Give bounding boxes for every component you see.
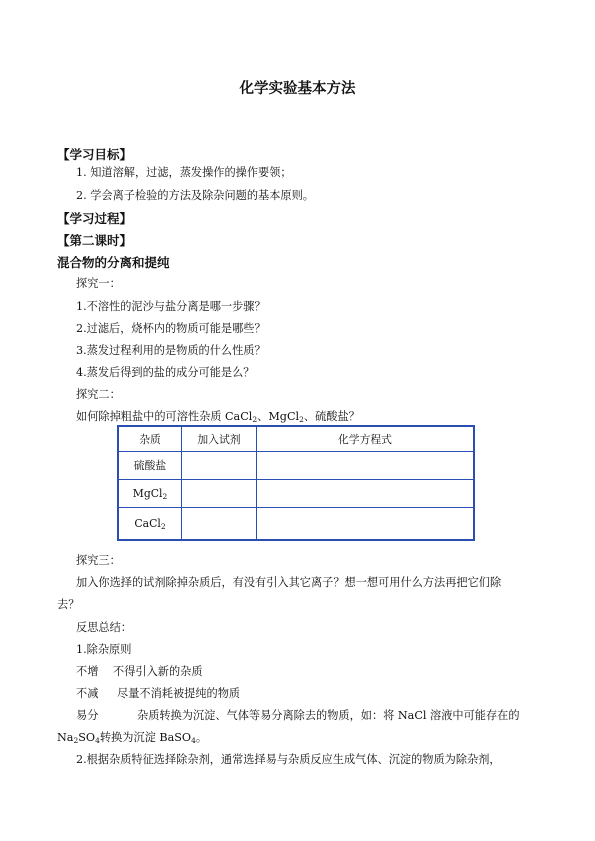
rule-3-line-2: $Na_2SO_4$转换为沉淀 BaSO$_4$。 xyxy=(57,731,208,745)
header-impurity: 杂质 xyxy=(118,426,182,452)
inquiry-1-question-4: 4.蒸发后得到的盐的成分可能是么？ xyxy=(76,366,255,379)
cell-equation-empty[interactable] xyxy=(257,452,475,480)
objective-item-2: 2. 学会离子检验的方法及除杂问题的基本原则。 xyxy=(76,189,314,202)
cell-sulfate: 硫酸盐 xyxy=(118,452,182,480)
cell-cacl2: CaCl$_2$ xyxy=(118,508,182,541)
header-reagent: 加入试剂 xyxy=(182,426,257,452)
table-row xyxy=(118,452,474,480)
cell-reagent-empty[interactable] xyxy=(182,480,257,508)
cell-reagent-empty[interactable] xyxy=(182,452,257,480)
objective-item-1: 1. 知道溶解，过滤，蒸发操作的操作要领； xyxy=(76,166,292,179)
principle-title: 1.除杂原则 xyxy=(76,643,132,656)
rule-2-term: 不减 xyxy=(76,687,99,700)
rule-1-term: 不增 xyxy=(76,665,99,678)
rule-3-desc: 杂质转换为沉淀、气体等易分离除去的物质，如：将 NaCl 溶液中可能存在的 xyxy=(137,709,520,722)
objectives-heading: 【学习目标】 xyxy=(57,147,133,162)
inquiry-2-question: 如何除掉粗盐中的可溶性杂质 CaCl$_2$、MgCl$_2$、硫酸盐？ xyxy=(76,410,360,424)
process-heading: 【学习过程】 xyxy=(57,211,133,226)
table-header-row xyxy=(118,426,474,452)
inquiry-3-line-1: 加入你选择的试剂除掉杂质后，有没有引入其它离子？想一想可用什么方法再把它们除 xyxy=(76,576,502,589)
inquiry-1-label: 探究一： xyxy=(76,277,121,290)
cell-equation-empty[interactable] xyxy=(257,480,475,508)
header-equation: 化学方程式 xyxy=(257,426,475,452)
cell-equation-empty[interactable] xyxy=(257,508,475,541)
rule-2-desc: 尽量不消耗被提纯的物质 xyxy=(117,687,241,700)
inquiry-2-label: 探究二： xyxy=(76,388,121,401)
cell-reagent-empty[interactable] xyxy=(182,508,257,541)
page-title: 化学实验基本方法 xyxy=(239,81,356,97)
cell-mgcl2: MgCl$_2$ xyxy=(118,480,182,508)
table-row xyxy=(118,508,474,541)
section-title: 混合物的分离和提纯 xyxy=(57,255,170,270)
inquiry-1-question-2: 2.过滤后，烧杯内的物质可能是哪些？ xyxy=(76,322,266,335)
reflection-point-2: 2.根据杂质特征选择除杂剂，通常选择易与杂质反应生成气体、沉淀的物质为除杂剂， xyxy=(76,753,501,766)
impurity-table xyxy=(117,425,475,541)
inquiry-3-label: 探究三： xyxy=(76,554,121,567)
rule-3-term: 易分 xyxy=(76,709,99,722)
reflection-label: 反思总结： xyxy=(76,621,132,634)
inquiry-3-line-2: 去？ xyxy=(57,598,80,611)
table-row xyxy=(118,480,474,508)
rule-1-desc: 不得引入新的杂质 xyxy=(113,665,203,678)
inquiry-1-question-3: 3.蒸发过程利用的是物质的什么性质？ xyxy=(76,344,266,357)
lesson-heading: 【第二课时】 xyxy=(57,233,133,248)
inquiry-1-question-1: 1.不溶性的泥沙与盐分离是哪一步骤？ xyxy=(76,300,266,313)
